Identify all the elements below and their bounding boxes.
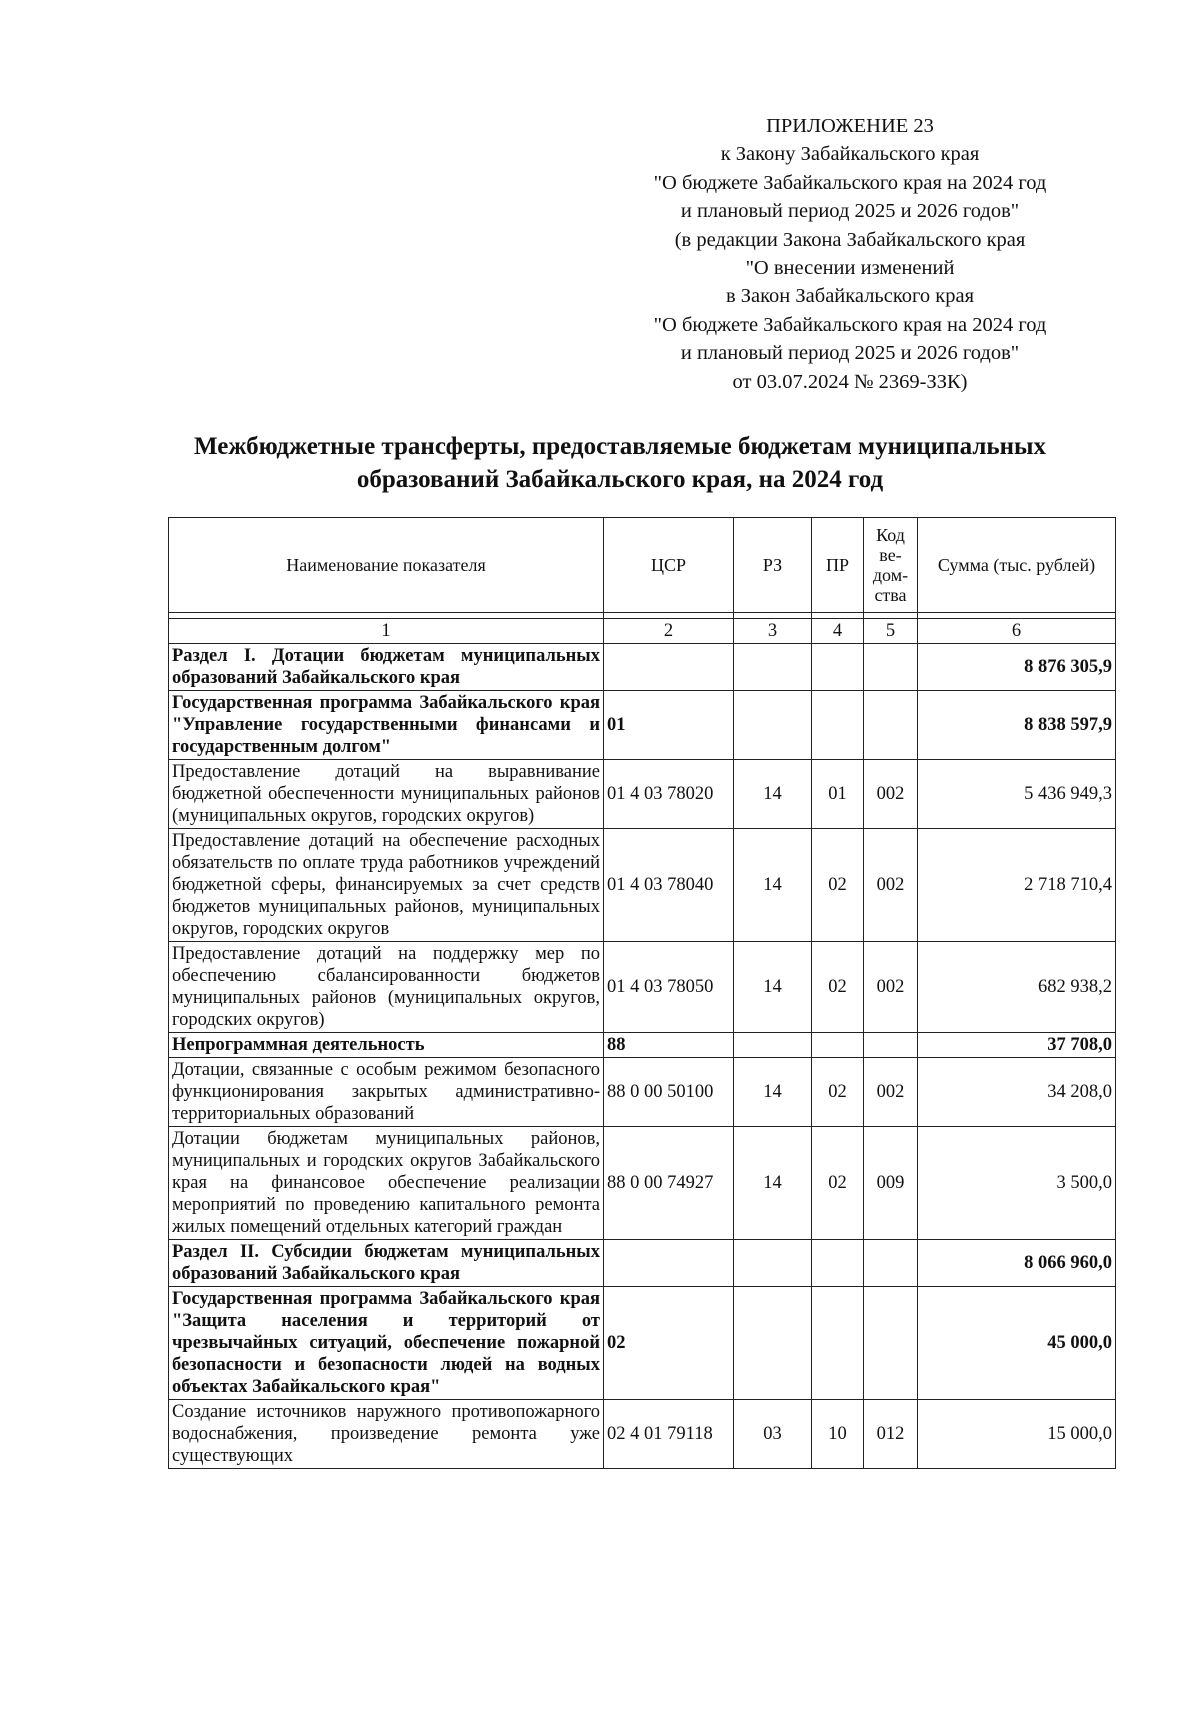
row-name-cell: Дотации, связанные с особым режимом безопасного функционирования закрытых административно-территориальных образований — [169, 1058, 604, 1127]
column-number: 4 — [812, 619, 864, 644]
budget-table — [168, 517, 1116, 1469]
row-kod-cell — [864, 644, 918, 691]
table-row — [169, 1127, 1116, 1240]
header-line: "О бюджете Забайкальского края на 2024 год — [653, 313, 1047, 336]
column-header-name: Наименование показателя — [169, 518, 604, 613]
row-name-cell: Раздел II. Субсидии бюджетам муниципальных образований Забайкальского края — [169, 1240, 604, 1287]
row-csr-cell: 01 4 03 78040 — [604, 829, 734, 942]
row-rz-cell: 14 — [734, 1127, 812, 1240]
row-sum-cell: 8 066 960,0 — [918, 1240, 1116, 1287]
row-kod-cell: 002 — [864, 829, 918, 942]
column-number: 5 — [864, 619, 918, 644]
row-rz-cell: 14 — [734, 942, 812, 1033]
header-line: от 03.07.2024 № 2369-ЗЗК) — [732, 370, 968, 393]
row-csr-cell: 01 4 03 78020 — [604, 760, 734, 829]
row-kod-cell — [864, 1287, 918, 1400]
column-header-sum: Сумма (тыс. рублей) — [918, 518, 1116, 613]
row-pr-cell — [812, 1240, 864, 1287]
row-csr-cell — [604, 1240, 734, 1287]
header-line: (в редакции Закона Забайкальского края — [674, 228, 1026, 251]
column-number: 1 — [169, 619, 604, 644]
row-sum-cell: 682 938,2 — [918, 942, 1116, 1033]
row-kod-cell — [864, 1033, 918, 1058]
row-sum-cell: 37 708,0 — [918, 1033, 1116, 1058]
table-row — [169, 942, 1116, 1033]
row-csr-cell: 01 4 03 78050 — [604, 942, 734, 1033]
column-header-pr: ПР — [812, 518, 864, 613]
row-pr-cell: 01 — [812, 760, 864, 829]
row-name-cell: Создание источников наружного противопожарного водоснабжения, произведение ремонта уже существующих — [169, 1400, 604, 1469]
table-body — [169, 644, 1116, 1469]
row-pr-cell: 02 — [812, 1058, 864, 1127]
row-sum-cell: 45 000,0 — [918, 1287, 1116, 1400]
row-sum-cell: 5 436 949,3 — [918, 760, 1116, 829]
row-name-cell: Предоставление дотаций на выравнивание бюджетной обеспеченности муниципальных районов (муниципальных округов, городских округов) — [169, 760, 604, 829]
row-pr-cell: 02 — [812, 942, 864, 1033]
column-header-kod: Код ве-дом-ства — [864, 518, 918, 613]
row-csr-cell: 88 0 00 74927 — [604, 1127, 734, 1240]
row-name-cell: Непрограммная деятельность — [169, 1033, 604, 1058]
row-sum-cell: 34 208,0 — [918, 1058, 1116, 1127]
row-pr-cell: 10 — [812, 1400, 864, 1469]
table-row — [169, 644, 1116, 691]
appendix-header — [590, 112, 1110, 396]
row-sum-cell: 8 876 305,9 — [918, 644, 1116, 691]
table-row — [169, 1033, 1116, 1058]
header-line: "О бюджете Забайкальского края на 2024 год — [653, 171, 1047, 194]
table-row — [169, 1240, 1116, 1287]
table-row — [169, 691, 1116, 760]
row-pr-cell: 02 — [812, 829, 864, 942]
table-row — [169, 829, 1116, 942]
table-row — [169, 1400, 1116, 1469]
row-name-cell: Предоставление дотаций на поддержку мер по обеспечению сбалансированности бюджетов муниципальных районов (муниципальных округов, городских округов) — [169, 942, 604, 1033]
row-csr-cell: 02 4 01 79118 — [604, 1400, 734, 1469]
header-line: и плановый период 2025 и 2026 годов" — [680, 342, 1020, 365]
row-name-cell: Раздел I. Дотации бюджетам муниципальных образований Забайкальского края — [169, 644, 604, 691]
row-rz-cell — [734, 1240, 812, 1287]
document-title-line: Межбюджетные трансферты, предоставляемые бюджетам муниципальных — [194, 433, 1046, 460]
row-name-cell: Дотации бюджетам муниципальных районов, муниципальных и городских округов Забайкальского края на финансовое обеспечение реализации мероприятий по проведению капитального ремонта жилых помещений отдельных категорий граждан — [169, 1127, 604, 1240]
row-rz-cell: 03 — [734, 1400, 812, 1469]
table-row — [169, 1058, 1116, 1127]
row-rz-cell: 14 — [734, 760, 812, 829]
row-pr-cell — [812, 691, 864, 760]
table-header-row — [169, 518, 1116, 613]
header-line: к Закону Забайкальского края — [720, 143, 980, 166]
row-name-cell: Государственная программа Забайкальского края "Управление государственными финансами и государственным долгом" — [169, 691, 604, 760]
row-kod-cell: 002 — [864, 942, 918, 1033]
table-row — [169, 1287, 1116, 1400]
row-sum-cell: 3 500,0 — [918, 1127, 1116, 1240]
row-pr-cell — [812, 644, 864, 691]
row-rz-cell: 14 — [734, 829, 812, 942]
document-title — [150, 430, 1090, 496]
row-name-cell: Государственная программа Забайкальского края "Защита населения и территорий от чрезвычайных ситуаций, обеспечение пожарной безопасности и безопасности людей на водных объектах Забайкальского края" — [169, 1287, 604, 1400]
row-name-cell: Предоставление дотаций на обеспечение расходных обязательств по оплате труда работников учреждений бюджетной сферы, финансируемых за счет средств бюджетов муниципальных районов, муниципальных округов, городских округов — [169, 829, 604, 942]
row-rz-cell — [734, 1287, 812, 1400]
column-header-csr: ЦСР — [604, 518, 734, 613]
row-csr-cell — [604, 644, 734, 691]
header-line: в Закон Забайкальского края — [725, 285, 975, 308]
row-rz-cell — [734, 1033, 812, 1058]
row-pr-cell — [812, 1287, 864, 1400]
row-rz-cell — [734, 691, 812, 760]
row-pr-cell: 02 — [812, 1127, 864, 1240]
row-csr-cell: 02 — [604, 1287, 734, 1400]
row-csr-cell: 88 — [604, 1033, 734, 1058]
header-line: "О внесении изменений — [745, 257, 955, 280]
row-kod-cell: 012 — [864, 1400, 918, 1469]
column-header-rz: РЗ — [734, 518, 812, 613]
row-rz-cell: 14 — [734, 1058, 812, 1127]
row-kod-cell: 009 — [864, 1127, 918, 1240]
column-number: 6 — [918, 619, 1116, 644]
row-rz-cell — [734, 644, 812, 691]
row-kod-cell — [864, 1240, 918, 1287]
header-line: и плановый период 2025 и 2026 годов" — [680, 200, 1020, 223]
document-title-line: образований Забайкальского края, на 2024 год — [356, 466, 884, 493]
header-line: ПРИЛОЖЕНИЕ 23 — [766, 115, 934, 137]
row-sum-cell: 2 718 710,4 — [918, 829, 1116, 942]
row-kod-cell — [864, 691, 918, 760]
column-number: 2 — [604, 619, 734, 644]
row-sum-cell: 15 000,0 — [918, 1400, 1116, 1469]
column-number-row — [169, 619, 1116, 644]
row-kod-cell: 002 — [864, 1058, 918, 1127]
row-pr-cell — [812, 1033, 864, 1058]
row-sum-cell: 8 838 597,9 — [918, 691, 1116, 760]
column-number: 3 — [734, 619, 812, 644]
row-kod-cell: 002 — [864, 760, 918, 829]
row-csr-cell: 01 — [604, 691, 734, 760]
table-row — [169, 760, 1116, 829]
row-csr-cell: 88 0 00 50100 — [604, 1058, 734, 1127]
